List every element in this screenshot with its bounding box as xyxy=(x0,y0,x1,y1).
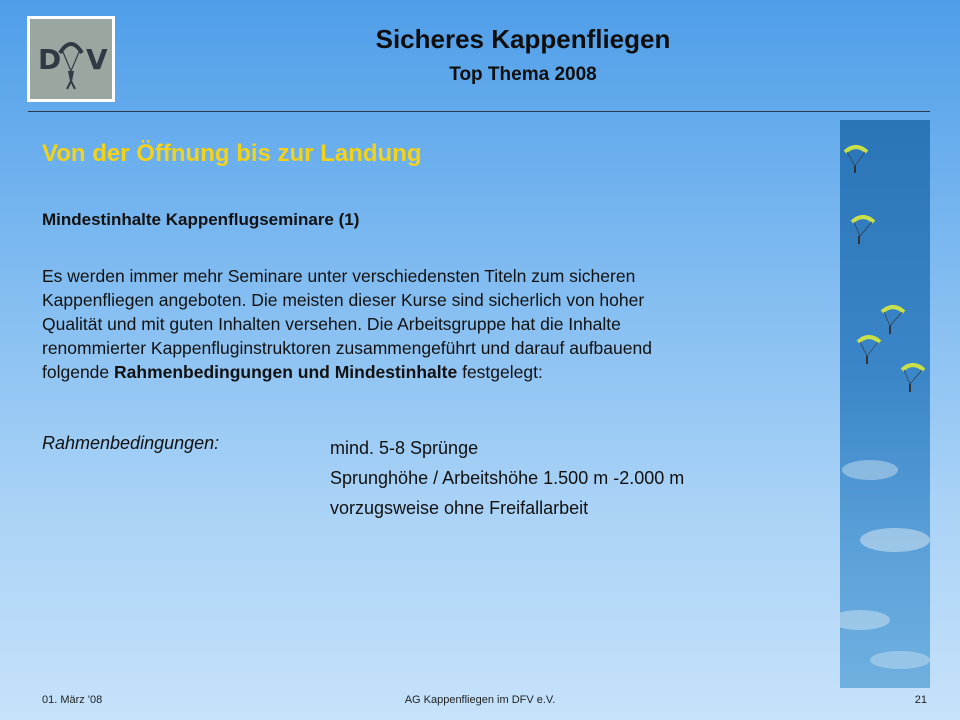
svg-text:D: D xyxy=(38,43,62,76)
paragraph-line: Es werden immer mehr Seminare unter verschiedensten Titeln zum sicheren xyxy=(42,266,636,286)
condition-item: mind. 5-8 Sprünge xyxy=(330,438,479,458)
parachute-icon xyxy=(882,307,904,334)
condition-item: vorzugsweise ohne Freifallarbeit xyxy=(330,498,589,518)
paragraph-line xyxy=(42,360,832,384)
paragraph-line: Qualität und mit guten Inhalten versehen. Die Arbeitsgruppe hat die Inhalte xyxy=(42,314,621,334)
conditions-list xyxy=(330,433,684,523)
paragraph-line-suffix: festgelegt: xyxy=(457,362,543,382)
parachute-icon xyxy=(858,337,880,364)
section-subtitle: Mindestinhalte Kappenflugseminare (1) xyxy=(42,210,360,229)
header-divider xyxy=(28,111,930,112)
parachutes-illustration xyxy=(840,120,930,688)
paragraph-emphasis: Rahmenbedingungen und Mindestinhalte xyxy=(114,362,458,382)
parachute-icon xyxy=(902,365,924,392)
parachute-icon xyxy=(852,217,874,244)
footer-center: AG Kappenfliegen im DFV e.V. xyxy=(404,694,556,706)
conditions-label: Rahmenbedingungen: xyxy=(42,433,220,453)
footer-page-number: 21 xyxy=(914,694,927,706)
paragraph-line: renommierter Kappenfluginstruktoren zusammengeführt und darauf aufbauend xyxy=(42,338,652,358)
sky-photo xyxy=(840,120,930,688)
condition-item: Sprunghöhe / Arbeitshöhe 1.500 m -2.000 m xyxy=(330,468,685,488)
paragraph-line-prefix: folgende xyxy=(42,362,115,382)
section-title: Von der Öffnung bis zur Landung xyxy=(42,140,422,167)
parachute-icon xyxy=(845,147,867,173)
svg-text:V: V xyxy=(86,43,108,76)
slide-subtitle: Top Thema 2008 xyxy=(449,64,597,85)
slide-title: Sicheres Kappenfliegen xyxy=(375,24,671,54)
footer-date: 01. März '08 xyxy=(42,694,103,706)
paragraph-line: Kappenfliegen angeboten. Die meisten dieser Kurse sind sicherlich von hoher xyxy=(42,290,645,310)
body-paragraph xyxy=(42,264,832,384)
